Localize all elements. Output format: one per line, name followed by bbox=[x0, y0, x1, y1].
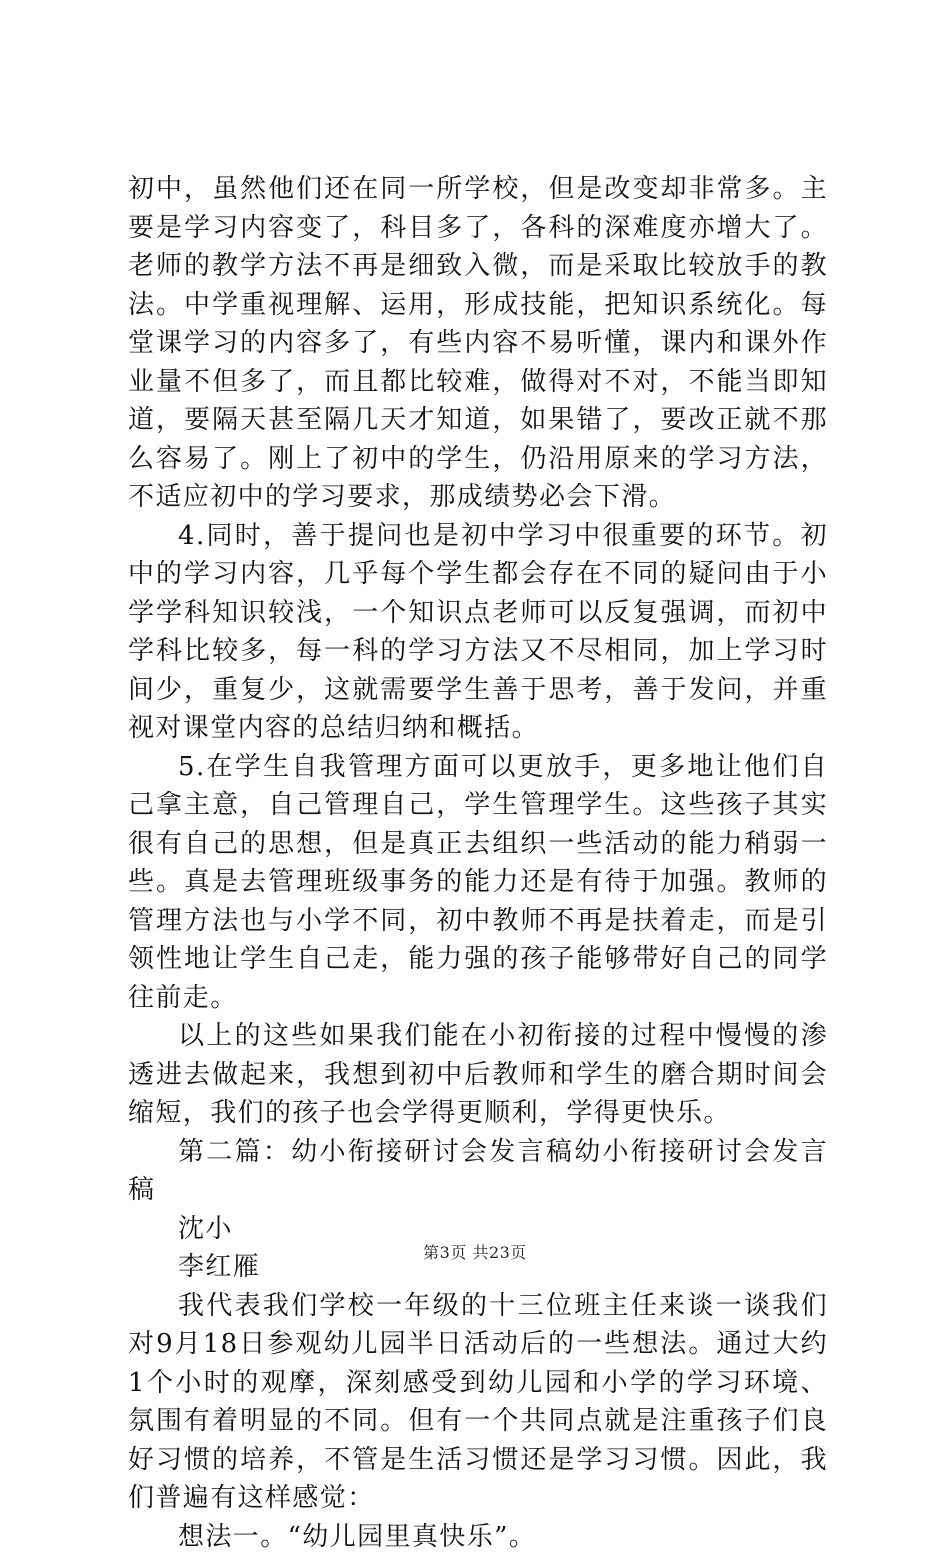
paragraph-intro: 我代表我们学校一年级的十三位班主任来谈一谈我们对9月18日参观幼儿园半日活动后的一些想法。通过大约1个小时的观摩，深刻感受到幼儿园和小学的学习环境、氛围有着明显的不同。但有一个共同点就是注重孩子们良好习惯的培养，不管是生活习惯还是学习习惯。因此，我们普遍有这样感觉： bbox=[128, 1287, 828, 1518]
document-body bbox=[128, 170, 828, 1556]
paragraph-point-4: 4.同时，善于提问也是初中学习中很重要的环节。初中的学习内容，几乎每个学生都会存在不同的疑问由于小学学科知识较浅，一个知识点老师可以反复强调，而初中学科比较多，每一科的学习方法又不尽相同，加上学习时间少，重复少，这就需要学生善于思考，善于发问，并重视对课堂内容的总结归纳和概括。 bbox=[128, 517, 828, 748]
paragraph-summary: 以上的这些如果我们能在小初衔接的过程中慢慢的渗透进去做起来，我想到初中后教师和学生的磨合期时间会缩短，我们的孩子也会学得更顺利，学得更快乐。 bbox=[128, 1017, 828, 1133]
paragraph-point-5: 5.在学生自我管理方面可以更放手，更多地让他们自己拿主意，自己管理自己，学生管理学生。这些孩子其实很有自己的思想，但是真正去组织一些活动的能力稍弱一些。真是去管理班级事务的能力还是有待于加强。教师的管理方法也与小学不同，初中教师不再是扶着走，而是引领性地让学生自己走，能力强的孩子能够带好自己的同学往前走。 bbox=[128, 748, 828, 1018]
author-school: 沈小 bbox=[128, 1210, 828, 1249]
page-number-footer: 第3页 共23页 bbox=[0, 1243, 950, 1263]
author-name: 李红雁 bbox=[128, 1248, 828, 1287]
section-heading: 第二篇：幼小衔接研讨会发言稿幼小衔接研讨会发言稿 bbox=[128, 1133, 828, 1210]
paragraph-continuation: 初中，虽然他们还在同一所学校，但是改变却非常多。主要是学习内容变了，科目多了，各科的深难度亦增大了。老师的教学方法不再是细致入微，而是采取比较放手的教法。中学重视理解、运用，形成技能，把知识系统化。每堂课学习的内容多了，有些内容不易听懂，课内和课外作业量不但多了，而且都比较难，做得对不对，不能当即知道，要隔天甚至隔几天才知道，如果错了，要改正就不那么容易了。刚上了初中的学生，仍沿用原来的学习方法，不适应初中的学习要求，那成绩势必会下滑。 bbox=[128, 170, 828, 517]
paragraph-idea-one: 想法一。“幼儿园里真快乐”。 bbox=[128, 1518, 828, 1556]
